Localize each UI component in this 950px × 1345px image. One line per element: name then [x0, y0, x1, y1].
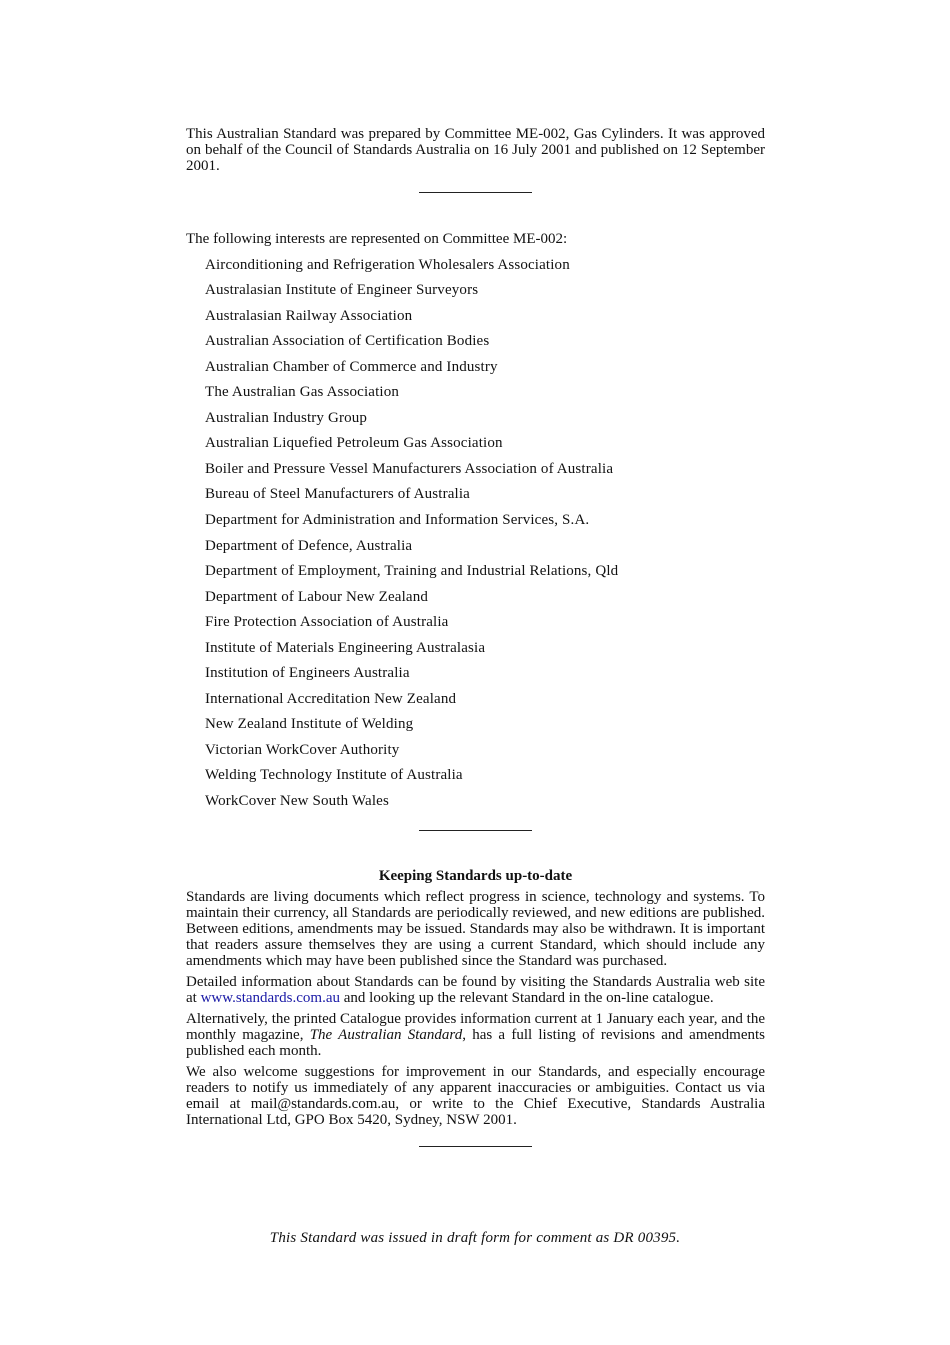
draft-footnote: This Standard was issued in draft form for comment as DR 00395.	[269, 1230, 681, 1246]
section-divider	[419, 1146, 532, 1147]
list-item: WorkCover New South Wales	[205, 793, 389, 810]
list-item: Australasian Railway Association	[205, 307, 413, 324]
interests-lead: The following interests are represented on Committee ME-002:	[186, 231, 568, 247]
body-paragraph: Standards are living documents which reflect progress in science, technology and systems. To maintain their currency, all Standards are periodically reviewed, and new editions are published. Between editions, amendments may be issued. Standards may also be withdrawn. It is important that readers assure themselves they are using a current Standard, which should include any amendments which may have been published since the Standard was purchased.	[186, 889, 765, 970]
list-item: Welding Technology Institute of Australia	[205, 767, 463, 784]
body-paragraph	[186, 974, 765, 1006]
section-divider	[419, 830, 532, 831]
section-divider	[419, 192, 532, 193]
list-item: International Accreditation New Zealand	[205, 690, 457, 707]
list-item: New Zealand Institute of Welding	[205, 716, 414, 733]
list-item: Australasian Institute of Engineer Surveyors	[205, 282, 479, 299]
paragraph-text: Detailed information about Standards can be found by visiting the Standards Australia web site at	[186, 974, 765, 1007]
list-item: Department for Administration and Information Services, S.A.	[205, 512, 590, 529]
list-item: Airconditioning and Refrigeration Wholesalers Association	[205, 256, 570, 273]
magazine-title: The Australian Standard	[309, 1027, 463, 1044]
list-item: Australian Industry Group	[205, 409, 368, 426]
paragraph-text: Alternatively, the printed Catalogue provides information current at 1 January each year, and the monthly magazine,	[186, 1011, 765, 1044]
paragraph-text: and looking up the relevant Standard in the on-line catalogue.	[340, 990, 714, 1007]
list-item: Australian Association of Certification Bodies	[205, 333, 490, 350]
document-page	[186, 126, 765, 1147]
list-item: Boiler and Pressure Vessel Manufacturers Association of Australia	[205, 460, 614, 477]
list-item: Department of Employment, Training and Industrial Relations, Qld	[205, 563, 619, 580]
interest-list	[186, 257, 765, 809]
list-item: Victorian WorkCover Authority	[205, 741, 400, 758]
list-item: Australian Liquefied Petroleum Gas Association	[205, 435, 503, 452]
body-paragraph	[186, 1011, 765, 1059]
list-item: Department of Defence, Australia	[205, 537, 413, 554]
list-item: Australian Chamber of Commerce and Industry	[205, 358, 498, 375]
list-item: Institute of Materials Engineering Australasia	[205, 639, 486, 656]
section-heading: Keeping Standards up-to-date	[378, 868, 573, 885]
list-item: Fire Protection Association of Australia	[205, 614, 449, 631]
body-paragraph: We also welcome suggestions for improvement in our Standards, and especially encourage readers to notify us immediately of any apparent inaccuracies or ambiguities. Contact us via email at mail@standards.com.au, or write to the Chief Executive, Standards Australia International Ltd, GPO Box 5420, Sydney, NSW 2001.	[186, 1064, 765, 1129]
list-item: Bureau of Steel Manufacturers of Australia	[205, 486, 470, 503]
list-item: Institution of Engineers Australia	[205, 665, 410, 682]
list-item: The Australian Gas Association	[205, 384, 400, 401]
intro-paragraph: This Australian Standard was prepared by Committee ME-002, Gas Cylinders. It was approved on behalf of the Council of Standards Australia on 16 July 2001 and published on 12 September 2001.	[186, 126, 765, 174]
list-item: Department of Labour New Zealand	[205, 588, 429, 605]
website-link[interactable]: www.standards.com.au	[200, 990, 340, 1007]
paragraph-text: , has a full listing of revisions and amendments published each month.	[186, 1027, 765, 1060]
